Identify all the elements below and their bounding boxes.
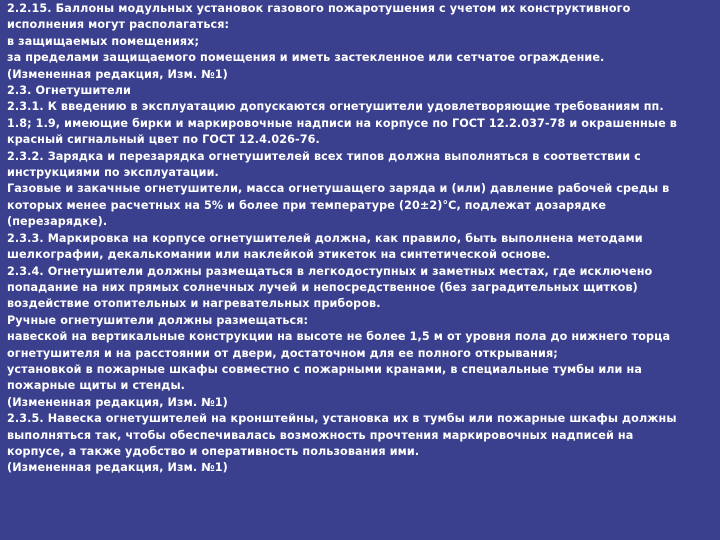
text-line: навеской на вертикальные конструкции на высоте не более 1,5 м от уровня пола до нижнего торца [7, 330, 671, 344]
text-line: 1.8; 1.9, имеющие бирки и маркировочные надписи на корпусе по ГОСТ 12.2.037-78 и окрашенные в [7, 116, 677, 130]
text-line: (Измененная редакция, Изм. №1) [7, 395, 228, 409]
text-line: за пределами защищаемого помещения и иметь застекленное или сетчатое ограждение. [7, 51, 605, 65]
text-line: исполнения могут располагаться: [7, 18, 230, 32]
text-line: красный сигнальный цвет по ГОСТ 12.4.026-76. [7, 133, 320, 147]
text-line: в защищаемых помещениях; [7, 34, 200, 48]
text-line: огнетушителя и на расстоянии от двери, достаточном для ее полного открывания; [7, 346, 558, 360]
text-line: 2.3.4. Огнетушители должны размещаться в легкодоступных и заметных местах, где исключено [7, 264, 653, 278]
text-line: Газовые и закачные огнетушители, масса огнетушащего заряда и (или) давление рабочей среды в [7, 182, 670, 196]
text-line: (Измененная редакция, Изм. №1) [7, 461, 228, 475]
text-line: 2.3.3. Маркировка на корпусе огнетушителей должна, как правило, быть выполнена методами [7, 231, 643, 245]
text-line: 2.2.15. Баллоны модульных установок газового пожаротушения с учетом их конструктивного [7, 2, 631, 15]
section-heading: 2.3. Огнетушители [7, 84, 131, 98]
text-line: попадание на них прямых солнечных лучей и непосредственное (без заградительных щитков) [7, 280, 638, 294]
text-line: воздействие отопительных и нагревательных приборов. [7, 297, 381, 311]
text-line: выполняться так, чтобы обеспечивалась возможность прочтения маркировочных надписей на [7, 428, 634, 442]
text-line: (Измененная редакция, Изм. №1) [7, 67, 228, 81]
text-line: пожарные щиты и стенды. [7, 379, 186, 393]
text-line: которых менее расчетных на 5% и более при температуре (20±2)°С, подлежат дозарядке [7, 198, 607, 212]
text-line: 2.3.5. Навеска огнетушителей на кронштейны, установка их в тумбы или пожарные шкафы должны [7, 412, 677, 426]
text-line: (перезарядке). [7, 215, 108, 229]
text-line: 2.3.2. Зарядка и перезарядка огнетушителей всех типов должна выполняться в соответствии с [7, 149, 641, 163]
text-line: шелкографии, декалькомании или наклейкой этикеток на синтетической основе. [7, 248, 551, 262]
document-text [7, 1, 714, 477]
text-line: корпусе, а также удобство и оперативность пользования ими. [7, 444, 420, 458]
text-line: Ручные огнетушители должны размещаться: [7, 313, 309, 327]
text-line: 2.3.1. К введению в эксплуатацию допускаются огнетушители удовлетворяющие требованиям пп. [7, 100, 664, 114]
text-line: инструкциями по эксплуатации. [7, 166, 219, 180]
text-line: установкой в пожарные шкафы совместно с пожарными кранами, в специальные тумбы или на [7, 362, 642, 376]
